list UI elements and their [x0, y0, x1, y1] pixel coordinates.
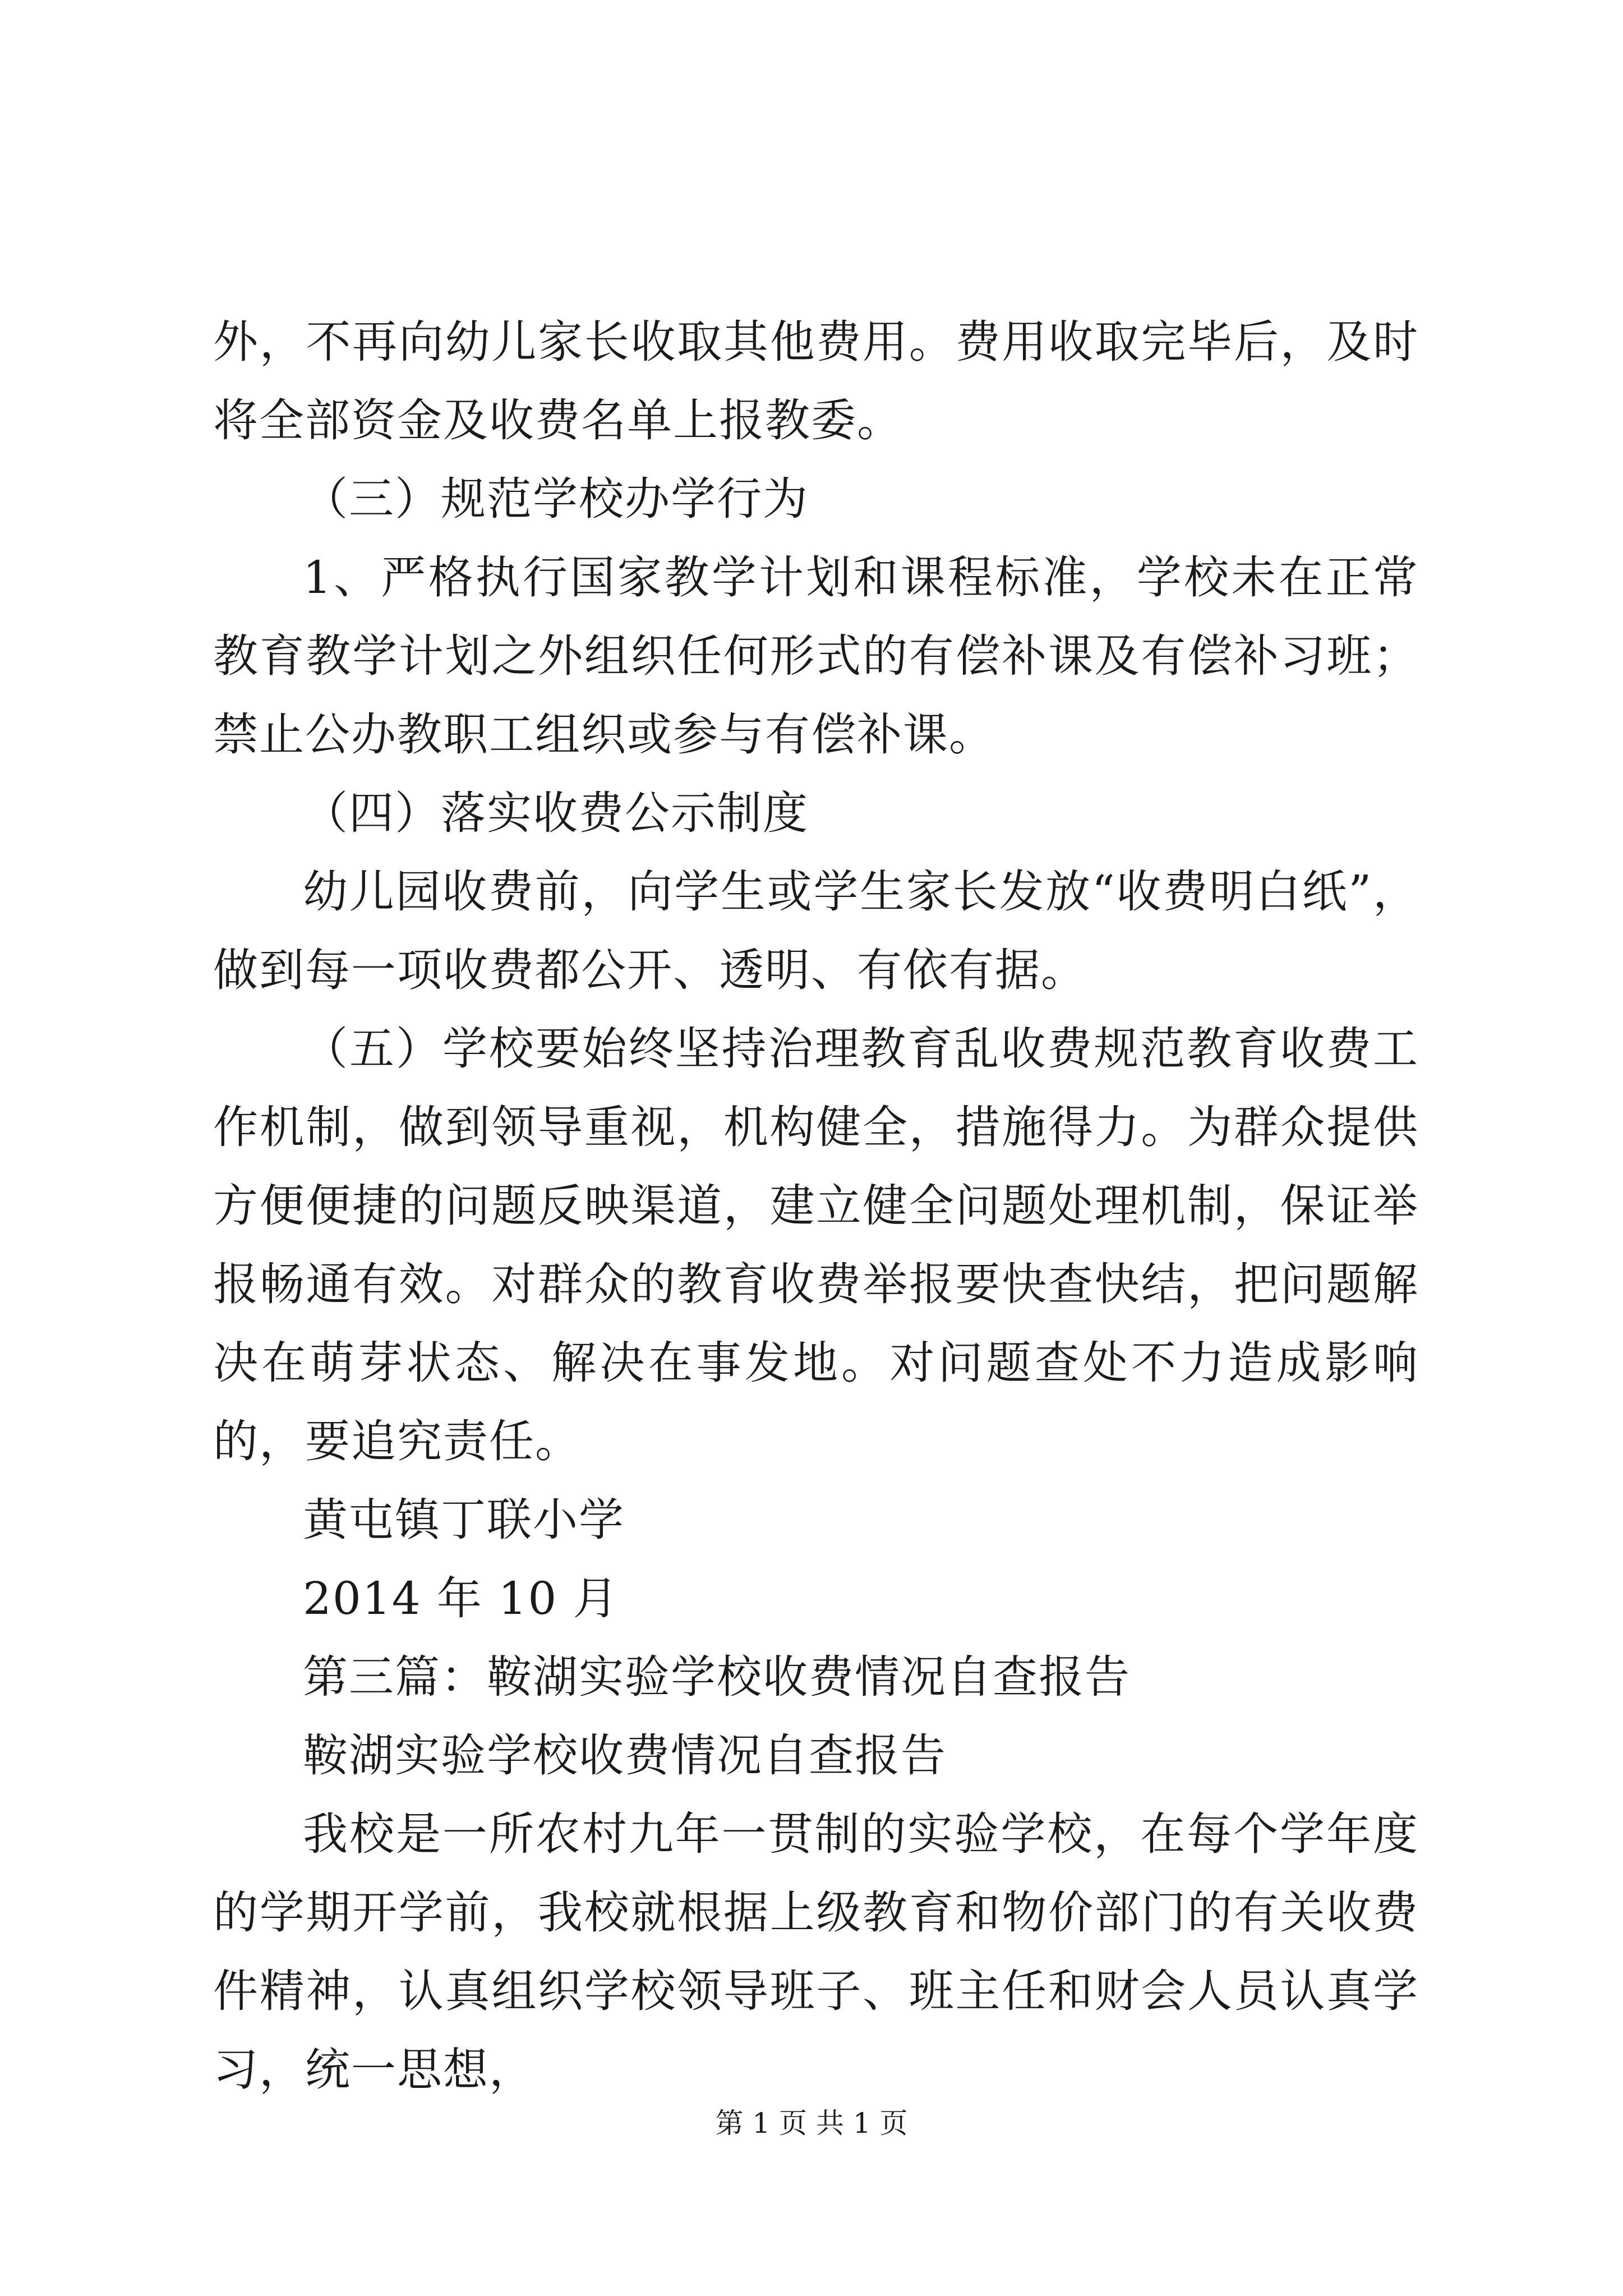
paragraph: 外，不再向幼儿家长收取其他费用。费用收取完毕后，及时将全部资金及收费名单上报教委。 — [213, 316, 1419, 447]
document-body — [213, 303, 1419, 2109]
chapter-title: 第三篇：鞍湖实验学校收费情况自查报告 — [303, 1651, 1131, 1703]
report-title: 鞍湖实验学校收费情况自查报告 — [303, 1729, 947, 1782]
signature-school: 黄屯镇丁联小学 — [303, 1494, 625, 1546]
section-heading: （三）规范学校办学行为 — [303, 473, 809, 525]
signature-date: 2014 年 10 月 — [303, 1572, 619, 1625]
paragraph: 1、严格执行国家教学计划和课程标准，学校未在正常教育教学计划之外组织任何形式的有偿补课及有偿补习班；禁止公办教职工组织或参与有偿补课。 — [213, 551, 1419, 761]
paragraph: 我校是一所农村九年一贯制的实验学校，在每个学年度的学期开学前，我校就根据上级教育和物价部门的有关收费件精神，认真组织学校领导班子、班主任和财会人员认真学习，统一思想， — [213, 1808, 1419, 2096]
page-footer: 第 1 页 共 1 页 — [715, 2107, 908, 2139]
paragraph: 幼儿园收费前，向学生或学生家长发放“收费明白纸”，做到每一项收费都公开、透明、有依有据。 — [213, 866, 1419, 996]
section-heading: （四）落实收费公示制度 — [303, 787, 809, 839]
paragraph: （五）学校要始终坚持治理教育乱收费规范教育收费工作机制，做到领导重视，机构健全，措施得力。为群众提供方便便捷的问题反映渠道，建立健全问题处理机制，保证举报畅通有效。对群众的教育收费举报要快查快结，把问题解决在萌芽状态、解决在事发地。对问题查处不力造成影响的，要追究责任。 — [213, 1023, 1419, 1467]
